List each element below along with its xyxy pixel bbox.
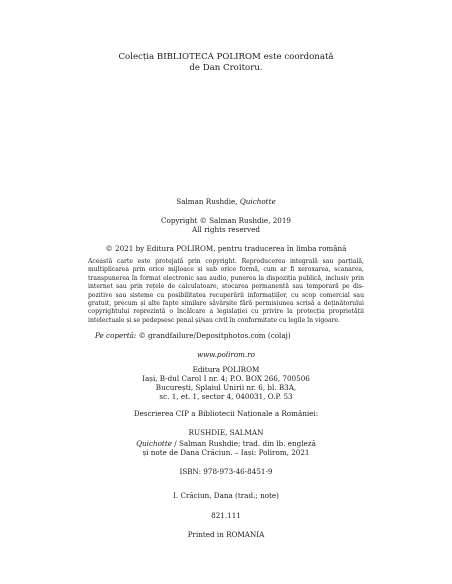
- translation-rights: © 2021 by Editura POLIROM, pentru traducerea în limba română: [105, 244, 347, 253]
- legal-notice-line: intelectuale și se pedepsesc penal și/sau civil în conformitate cu legile în vigoare.: [88, 316, 341, 324]
- cip-contributor: I. Crăciun, Dana (trad.; note): [173, 491, 279, 500]
- legal-notice-line: copyrightului reprezintă o încălcare a legislației cu privire la protecția proprietății: [88, 308, 364, 316]
- publisher-website: www.polirom.ro: [196, 350, 256, 359]
- cip-author: RUSHDIE, SALMAN: [188, 428, 264, 437]
- cover-credit-text: © grandfailure/Depositphotos.com (colaj): [138, 331, 291, 340]
- legal-notice-line: internet sau prin rețele de calculatoare, stocarea permanentă sau temporară pe dis-: [88, 283, 364, 291]
- author-title-line: [0, 197, 452, 206]
- author-name: Salman Rushdie,: [176, 197, 240, 206]
- publisher-address-2: București, Splaiul Unirii nr. 6, bl. B3A,: [155, 383, 297, 392]
- cover-credit-label: Pe copertă:: [95, 331, 139, 340]
- copyright-line-2: All rights reserved: [192, 225, 260, 234]
- book-title: Quichotte: [239, 197, 276, 206]
- publisher-block: [0, 365, 452, 401]
- coordination-line-2: de Dan Croitoru.: [189, 62, 263, 73]
- copyright-line-1: Copyright © Salman Rushdie, 2019: [161, 216, 291, 225]
- isbn: ISBN: 978-973-46-8451-9: [179, 467, 273, 476]
- legal-notice-line: gratuit, precum și alte fapte similare săvârșite fără permisiunea scrisă a deținătorului: [88, 300, 364, 308]
- cip-description: [0, 439, 452, 457]
- coordination-line-1: Colecția BIBLIOTECA POLIROM este coordonată: [118, 52, 334, 62]
- publisher-address-1: Iași, B-dul Carol I nr. 4; P.O. BOX 266, 700506: [142, 374, 310, 383]
- cip-description-line-2: și note de Dana Crăciun. – Iași: Polirom, 2021: [142, 448, 310, 457]
- printed-in: Printed in ROMANIA: [187, 530, 265, 539]
- legal-notice-line: pozitive sau sisteme cu posibilitatea recuperării informațiilor, cu scop comercial sau: [88, 291, 364, 299]
- legal-notice-line: multiplicarea prin orice mijloace și sub orice formă, cum ar fi xeroxarea, scanarea,: [88, 266, 364, 274]
- cip-description-line-1: [0, 439, 452, 448]
- cover-credit: [95, 331, 291, 340]
- cip-title-rest: / Salman Rushdie; trad. din lb. engleză: [171, 439, 316, 448]
- copyright-block: [0, 216, 452, 234]
- series-coordination-note: [0, 52, 452, 73]
- legal-notice-line: Această carte este protejată prin copyright. Reproducerea integrală sau parțială,: [88, 258, 364, 265]
- publisher-address-3: sc. 1, et. 1, sector 4, 040031, O.P. 53: [159, 392, 293, 401]
- publisher-name: Editura POLIROM: [192, 365, 260, 374]
- legal-notice: [88, 258, 364, 325]
- cip-heading: Descrierea CIP a Bibliotecii Naționale a României:: [133, 409, 319, 418]
- legal-notice-line: transpunerea în format electronic sau audio, punerea la dispoziția publică, inclusiv prin: [88, 274, 364, 282]
- cip-title: Quichotte: [136, 439, 172, 448]
- classification-number: 821.111: [211, 511, 241, 520]
